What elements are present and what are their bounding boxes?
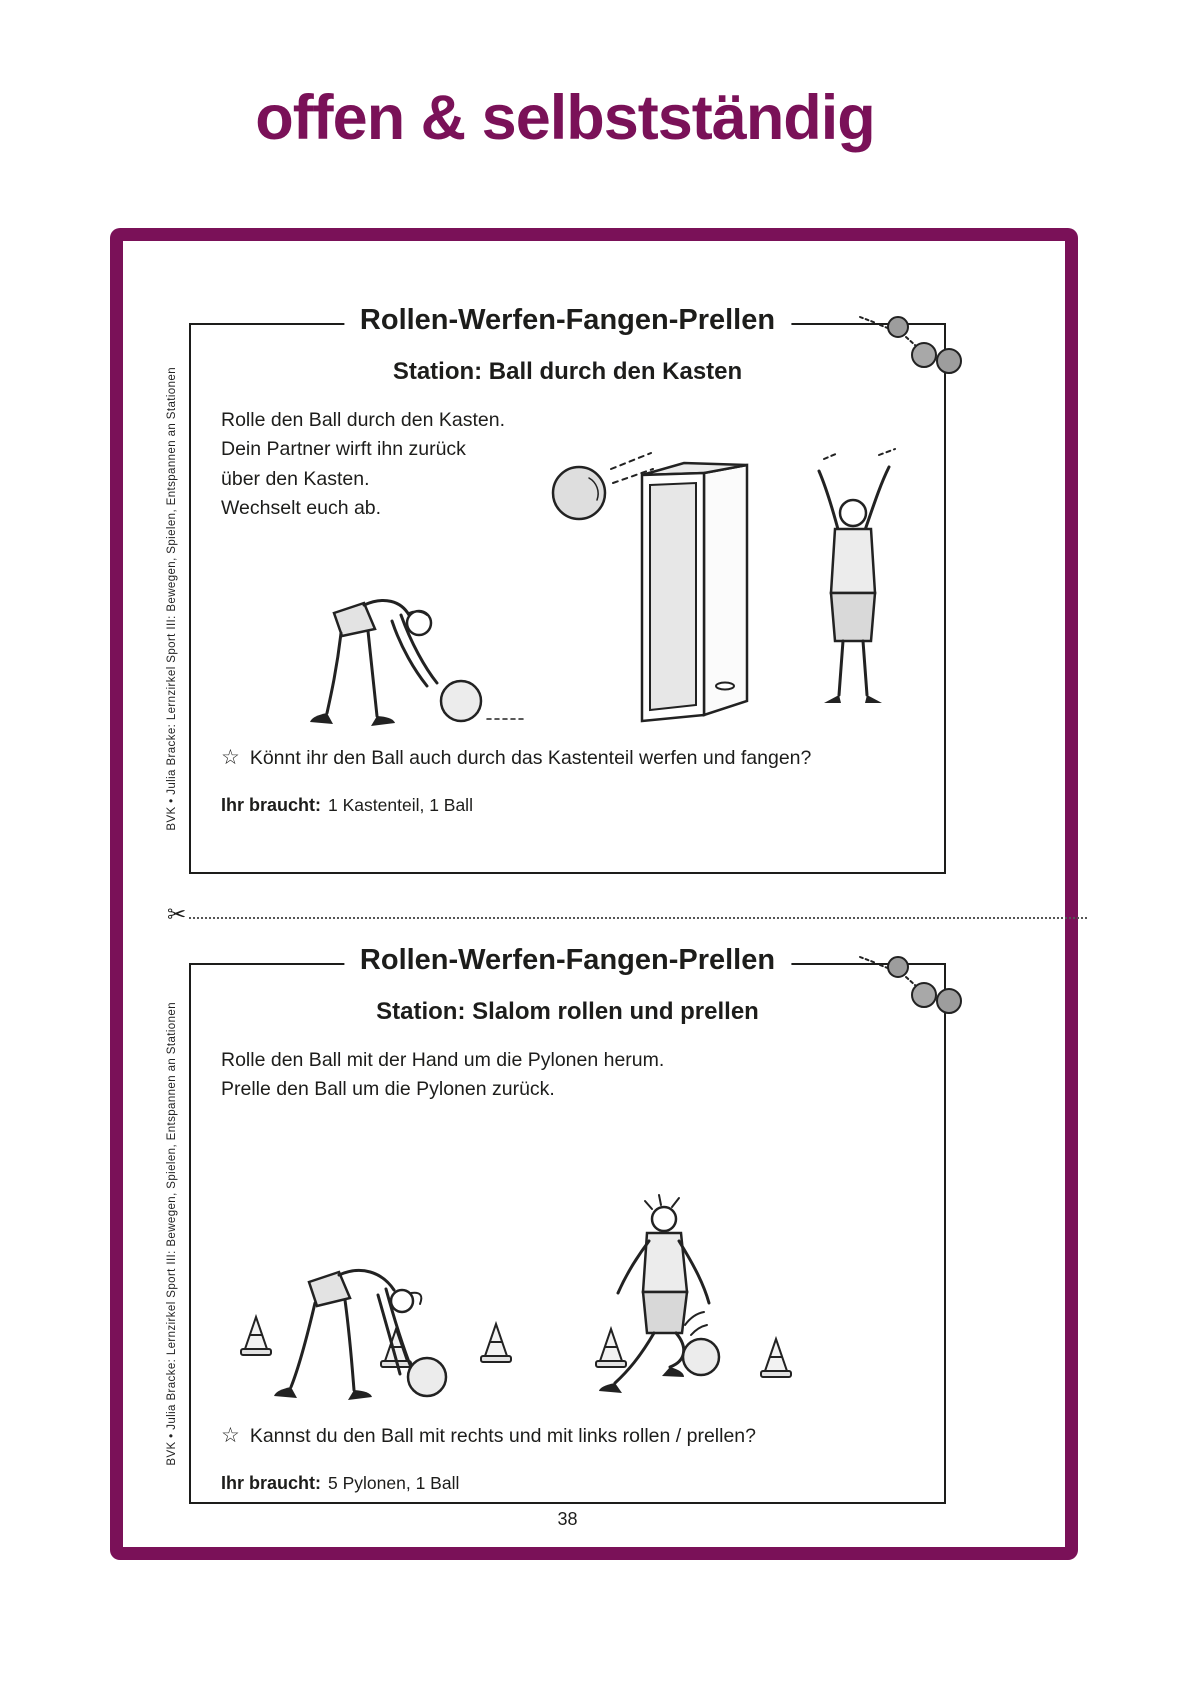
rolling-figure — [274, 1270, 446, 1400]
instruction-text: Rolle den Ball mit der Hand um die Pylonen herum. Prelle den Ball um die Pylonen zurück. — [221, 1049, 665, 1101]
publisher-credit-vertical: BVK • Julia Bracke: Lernzirkel Sport III: Bewegen, Spielen, Entspannen an Stationen — [166, 1001, 178, 1466]
worksheet-card-slalom — [166, 944, 946, 1504]
star-icon: ☆ — [221, 1424, 240, 1447]
station-subtitle: Station: Slalom rollen und prellen — [376, 998, 759, 1025]
star-icon: ☆ — [221, 746, 240, 769]
thrower-figure — [819, 449, 895, 703]
challenge-question: ☆ Könnt ihr den Ball auch durch das Kastenteil werfen und fangen? — [221, 746, 812, 769]
instruction-text: Rolle den Ball durch den Kasten. Dein Partner wirft ihn zurück über den Kasten. Wechselt euch ab. — [221, 409, 506, 519]
pylon-cone — [241, 1317, 271, 1355]
flying-ball — [553, 453, 653, 519]
slalom-illustration — [239, 1157, 919, 1407]
materials-line: Ihr braucht: 5 Pylonen, 1 Ball — [221, 1473, 460, 1493]
card-title: Rollen-Werfen-Fangen-Prellen — [344, 304, 791, 337]
materials-line: Ihr braucht: 1 Kastenteil, 1 Ball — [221, 795, 473, 815]
scissors-icon: ✂ — [167, 900, 187, 927]
worksheet-card-kasten — [166, 304, 946, 874]
purple-frame — [110, 228, 1078, 1560]
publisher-credit-vertical: BVK • Julia Bracke: Lernzirkel Sport III: Bewegen, Spielen, Entspannen an Stationen — [166, 366, 178, 831]
card-title: Rollen-Werfen-Fangen-Prellen — [344, 944, 791, 977]
cut-line — [167, 899, 1087, 929]
pylon-cone — [761, 1339, 791, 1377]
kasten-box — [642, 463, 747, 721]
roller-figure — [310, 600, 523, 726]
station-subtitle: Station: Ball durch den Kasten — [392, 358, 743, 385]
challenge-question: ☆ Kannst du den Ball mit rechts und mit links rollen / prellen? — [221, 1424, 756, 1447]
materials-label: Ihr braucht: — [221, 795, 322, 815]
materials-label: Ihr braucht: — [221, 1473, 322, 1493]
pylon-cone — [481, 1324, 511, 1362]
page-title: offen & selbstständig — [255, 83, 875, 153]
dotted-cut-rule — [189, 917, 1087, 919]
balls-decoration-icon — [854, 943, 962, 1035]
pylon-cone — [596, 1329, 626, 1367]
kasten-illustration — [279, 443, 919, 743]
balls-decoration-icon — [854, 303, 962, 395]
page-number: 38 — [557, 1509, 578, 1529]
